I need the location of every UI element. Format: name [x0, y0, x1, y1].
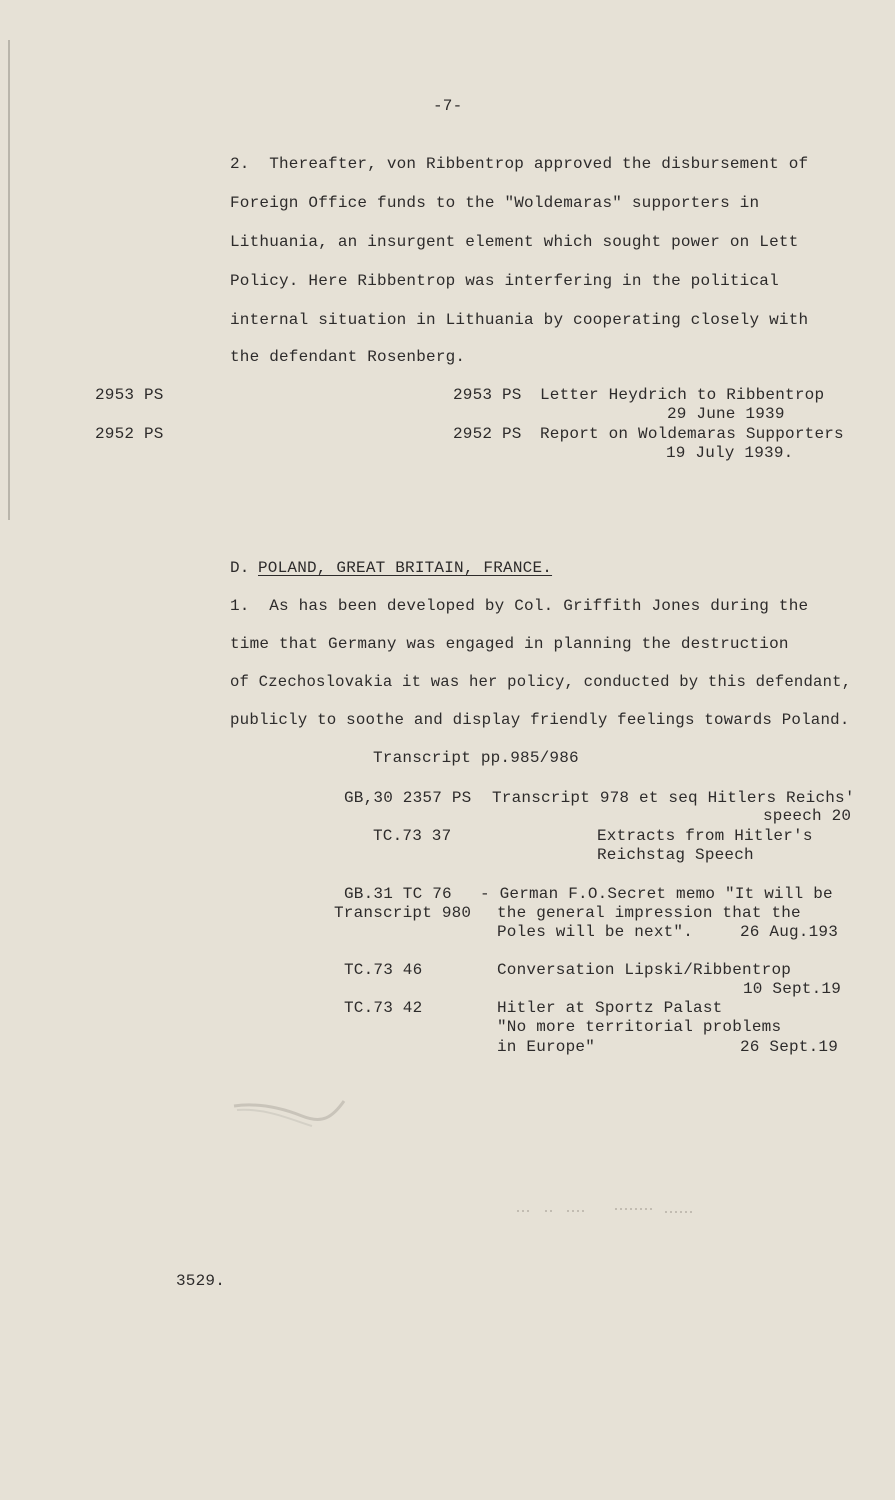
ref-desc: Reichstag Speech — [597, 846, 754, 864]
ref-date: 19 July 1939. — [666, 444, 794, 462]
ref-desc: Hitler at Sportz Palast — [497, 999, 723, 1017]
margin-ref: 2952 PS — [95, 425, 164, 443]
ref-code: 2953 PS — [453, 386, 522, 404]
paragraph-2-line-5: internal situation in Lithuania by cooperating closely with — [230, 311, 809, 329]
ref-desc: Letter Heydrich to Ribbentrop — [540, 386, 825, 404]
pencil-scratch-mark — [232, 1098, 347, 1133]
ref-date: 26 Sept.19 — [740, 1038, 839, 1056]
ref-code: Transcript 980 — [334, 904, 472, 922]
transcript-ref: Transcript pp.985/986 — [373, 749, 579, 767]
margin-ref: 2953 PS — [95, 386, 164, 404]
paragraph-2-line-4: Policy. Here Ribbentrop was interfering in the political — [230, 272, 779, 290]
binding-edge — [8, 40, 10, 520]
ref-desc: Report on Woldemaras Supporters — [540, 425, 844, 443]
ref-date: 26 Aug.193 — [740, 923, 839, 941]
ref-code: GB.31 TC 76 — [344, 885, 452, 903]
section-d-line-4: publicly to soothe and display friendly feelings towards Poland. — [230, 711, 850, 729]
ref-code: TC.73 37 — [373, 827, 452, 845]
faint-ink-marks — [515, 1205, 705, 1217]
ref-desc: the general impression that the — [497, 904, 801, 922]
paragraph-2-line-6: the defendant Rosenberg. — [230, 348, 466, 366]
paragraph-2-line-1: 2. Thereafter, von Ribbentrop approved the disbursement of — [230, 155, 809, 173]
ref-desc: - German F.O.Secret memo "It will be — [480, 885, 833, 903]
section-d-line-2: time that Germany was engaged in planning the destruction — [230, 635, 789, 653]
ref-desc: Transcript 978 et seq Hitlers Reichs' — [492, 789, 855, 807]
paragraph-2-line-2: Foreign Office funds to the "Woldemaras" supporters in — [230, 194, 760, 212]
ref-desc: in Europe" — [497, 1038, 596, 1056]
section-heading: POLAND, GREAT BRITAIN, FRANCE. — [258, 559, 553, 577]
paragraph-2-line-3: Lithuania, an insurgent element which sought power on Lett — [230, 233, 799, 251]
ref-desc: "No more territorial problems — [497, 1018, 782, 1036]
ref-desc: Extracts from Hitler's — [597, 827, 813, 845]
ref-code: 2952 PS — [453, 425, 522, 443]
ref-code: GB,30 2357 PS — [344, 789, 472, 807]
ref-date: 10 Sept.19 — [743, 980, 842, 998]
section-letter: D. — [230, 559, 250, 577]
section-d-line-3: of Czechoslovakia it was her policy, conducted by this defendant, — [230, 673, 852, 691]
section-d-line-1: 1. As has been developed by Col. Griffith Jones during the — [230, 597, 809, 615]
page-number: -7- — [433, 97, 463, 115]
footer-number: 3529. — [176, 1272, 226, 1290]
ref-desc: Poles will be next". — [497, 923, 694, 941]
ref-code: TC.73 46 — [344, 961, 423, 979]
ref-date: 29 June 1939 — [667, 405, 785, 423]
ref-code: TC.73 42 — [344, 999, 423, 1017]
ref-desc: speech 20 — [763, 807, 852, 825]
ref-desc: Conversation Lipski/Ribbentrop — [497, 961, 792, 979]
